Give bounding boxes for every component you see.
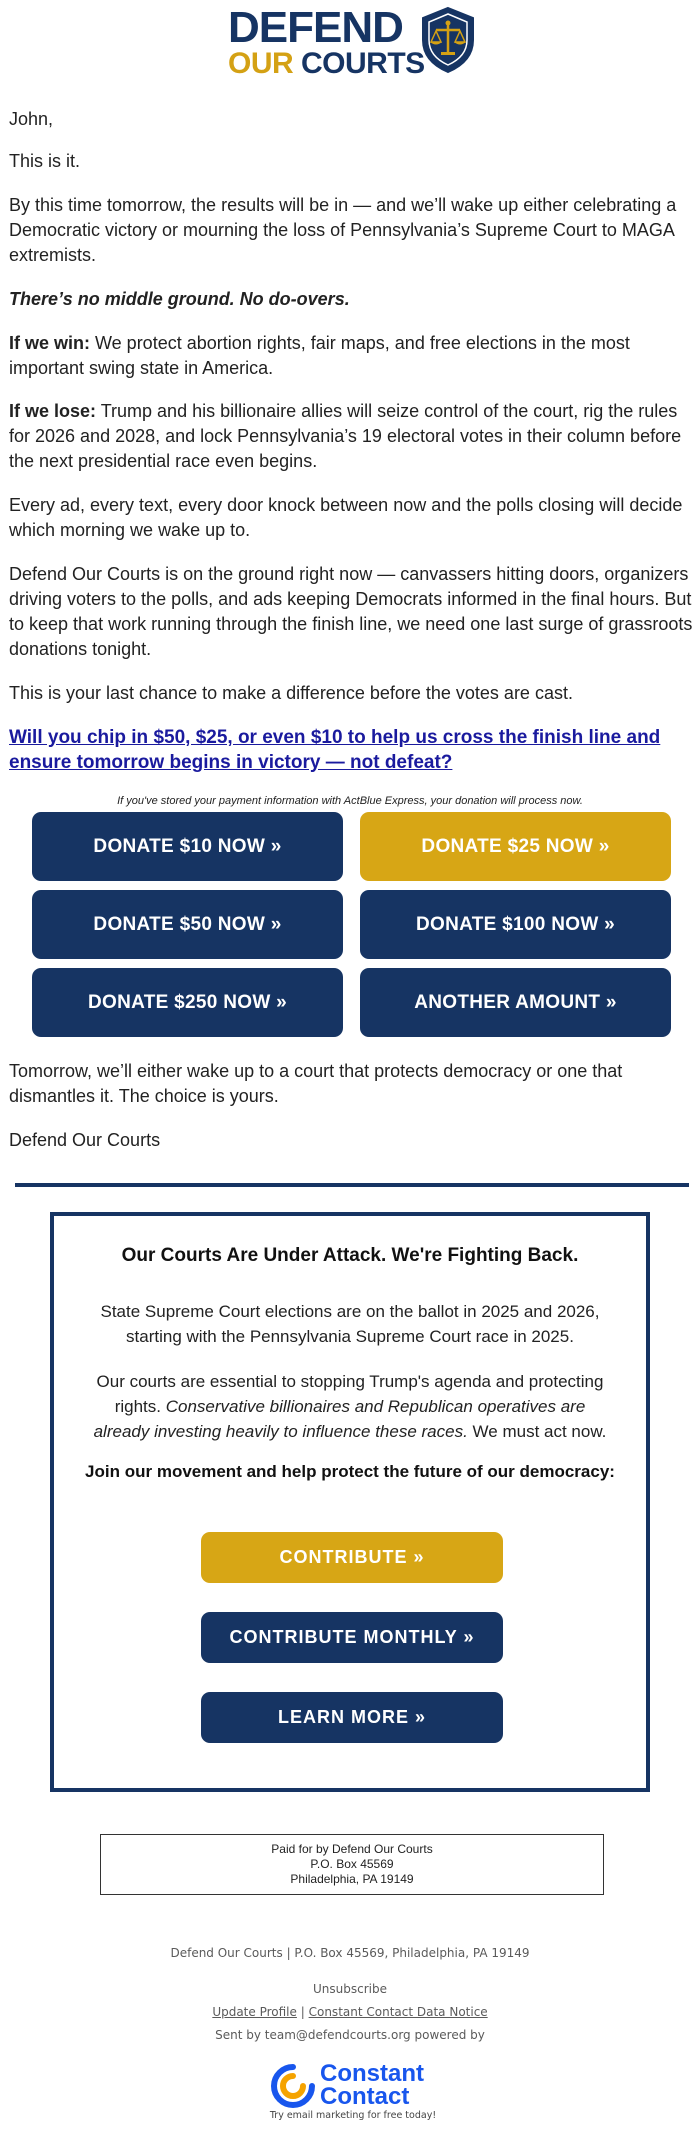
- paragraph-on-the-ground: Defend Our Courts is on the ground right now — canvassers hitting doors, organizers driving voters to the polls, and ads keeping Democrats informed in the final hours. But to keep that work running through the finish line, we need one last surge of grassroots donations tonight.: [9, 564, 693, 659]
- donate-250-button[interactable]: DONATE $250 NOW »: [32, 968, 343, 1037]
- paragraph-every-ad: Every ad, every text, every door knock between now and the polls closing will decide which morning we wake up to.: [9, 495, 683, 540]
- constant-contact-badge[interactable]: [268, 2060, 438, 2124]
- contribute-monthly-button[interactable]: CONTRIBUTE MONTHLY »: [201, 1612, 503, 1663]
- constant-contact-tagline: Try email marketing for free today!: [269, 2110, 437, 2121]
- cc-word-line1: Constant: [320, 2060, 424, 2087]
- paragraph-intro: This is it.: [9, 151, 81, 171]
- update-profile-link[interactable]: Update Profile: [212, 2005, 297, 2019]
- greeting: John,: [9, 109, 54, 129]
- if-we-win-label: If we win:: [9, 333, 90, 353]
- footer-unsubscribe-row: [0, 1982, 700, 1996]
- box-join-text: Join our movement and help protect the future of our democracy:: [85, 1462, 615, 1481]
- logo-line1: DEFEND: [228, 3, 403, 52]
- logo-wordmark: [228, 3, 425, 80]
- unsubscribe-link[interactable]: Unsubscribe: [313, 1982, 387, 1996]
- footer-separator: |: [300, 2005, 305, 2019]
- logo-courts: COURTS: [301, 47, 425, 80]
- learn-more-button[interactable]: LEARN MORE »: [201, 1692, 503, 1743]
- brand-logo[interactable]: [0, 0, 700, 92]
- signature: Defend Our Courts: [9, 1130, 161, 1150]
- scales-shield-icon: [420, 6, 476, 74]
- donate-25-button[interactable]: DONATE $25 NOW »: [360, 812, 671, 881]
- cc-word-line2: Contact: [320, 2083, 410, 2110]
- logo-our: OUR: [228, 47, 294, 80]
- section-divider: [15, 1183, 689, 1187]
- if-we-win-text: We protect abortion rights, fair maps, and free elections in the most important swing state in America.: [9, 333, 630, 378]
- box-paragraph-courts: [90, 1369, 610, 1444]
- box-courts-text-italic: Conservative billionaires and Republican operatives are already investing heavily to influence these races.: [93, 1397, 586, 1441]
- donate-cta-link[interactable]: Will you chip in $50, $25, or even $10 to help us cross the finish line and ensure tomorrow begins in victory — not defeat?: [9, 727, 661, 773]
- paid-for-line3: Philadelphia, PA 19149: [290, 1872, 414, 1886]
- if-we-lose-text: Trump and his billionaire allies will seize control of the court, rig the rules for 2026 and 2028, and lock Pennsylvania’s 19 electoral votes in their column before the next presidential race even begins.: [9, 401, 682, 471]
- paragraph-last-chance: This is your last chance to make a difference before the votes are cast.: [9, 683, 573, 703]
- contribute-button[interactable]: CONTRIBUTE »: [201, 1532, 503, 1583]
- paid-for-line1: Paid for by Defend Our Courts: [271, 1842, 433, 1856]
- actblue-express-note: If you've stored your payment information with ActBlue Express, your donation will process now.: [117, 795, 583, 807]
- paid-for-line2: P.O. Box 45569: [310, 1857, 394, 1871]
- box-courts-text-a: Our courts are essential to stopping Trump's agenda and protecting rights.: [96, 1372, 604, 1416]
- donate-another-amount-button[interactable]: ANOTHER AMOUNT »: [360, 968, 671, 1037]
- donate-10-button[interactable]: DONATE $10 NOW »: [32, 812, 343, 881]
- paragraph-if-we-lose: [9, 399, 693, 474]
- donate-100-button[interactable]: DONATE $100 NOW »: [360, 890, 671, 959]
- box-title: Our Courts Are Under Attack. We're Fighting Back.: [121, 1245, 579, 1266]
- logo-line2: [228, 49, 425, 79]
- if-we-lose-label: If we lose:: [9, 401, 97, 421]
- paragraph-results: By this time tomorrow, the results will be in — and we’ll wake up either celebrating a Democratic victory or mourning the loss of Pennsylvania’s Supreme Court to MAGA extremists.: [9, 195, 677, 265]
- footer-sent-by: Sent by team@defendcourts.org powered by: [215, 2028, 485, 2042]
- box-courts-text-b: We must act now.: [467, 1422, 607, 1441]
- footer-links-row: [0, 2005, 700, 2019]
- paragraph-closing: Tomorrow, we’ll either wake up to a court that protects democracy or one that dismantles it. The choice is yours.: [9, 1061, 623, 1106]
- donate-50-button[interactable]: DONATE $50 NOW »: [32, 890, 343, 959]
- paragraph-if-we-win: [9, 331, 693, 381]
- box-paragraph-elections: State Supreme Court elections are on the ballot in 2025 and 2026, starting with the Pennsylvania Supreme Court race in 2025.: [100, 1302, 600, 1346]
- paid-for-disclaimer: [100, 1834, 604, 1895]
- constant-contact-logo-icon: [270, 2063, 316, 2109]
- footer-address: Defend Our Courts | P.O. Box 45569, Philadelphia, PA 19149: [170, 1946, 530, 1960]
- data-notice-link[interactable]: Constant Contact Data Notice: [308, 2005, 488, 2019]
- constant-contact-wordmark: [320, 2062, 424, 2108]
- paragraph-no-middle-ground: There’s no middle ground. No do-overs.: [9, 289, 350, 309]
